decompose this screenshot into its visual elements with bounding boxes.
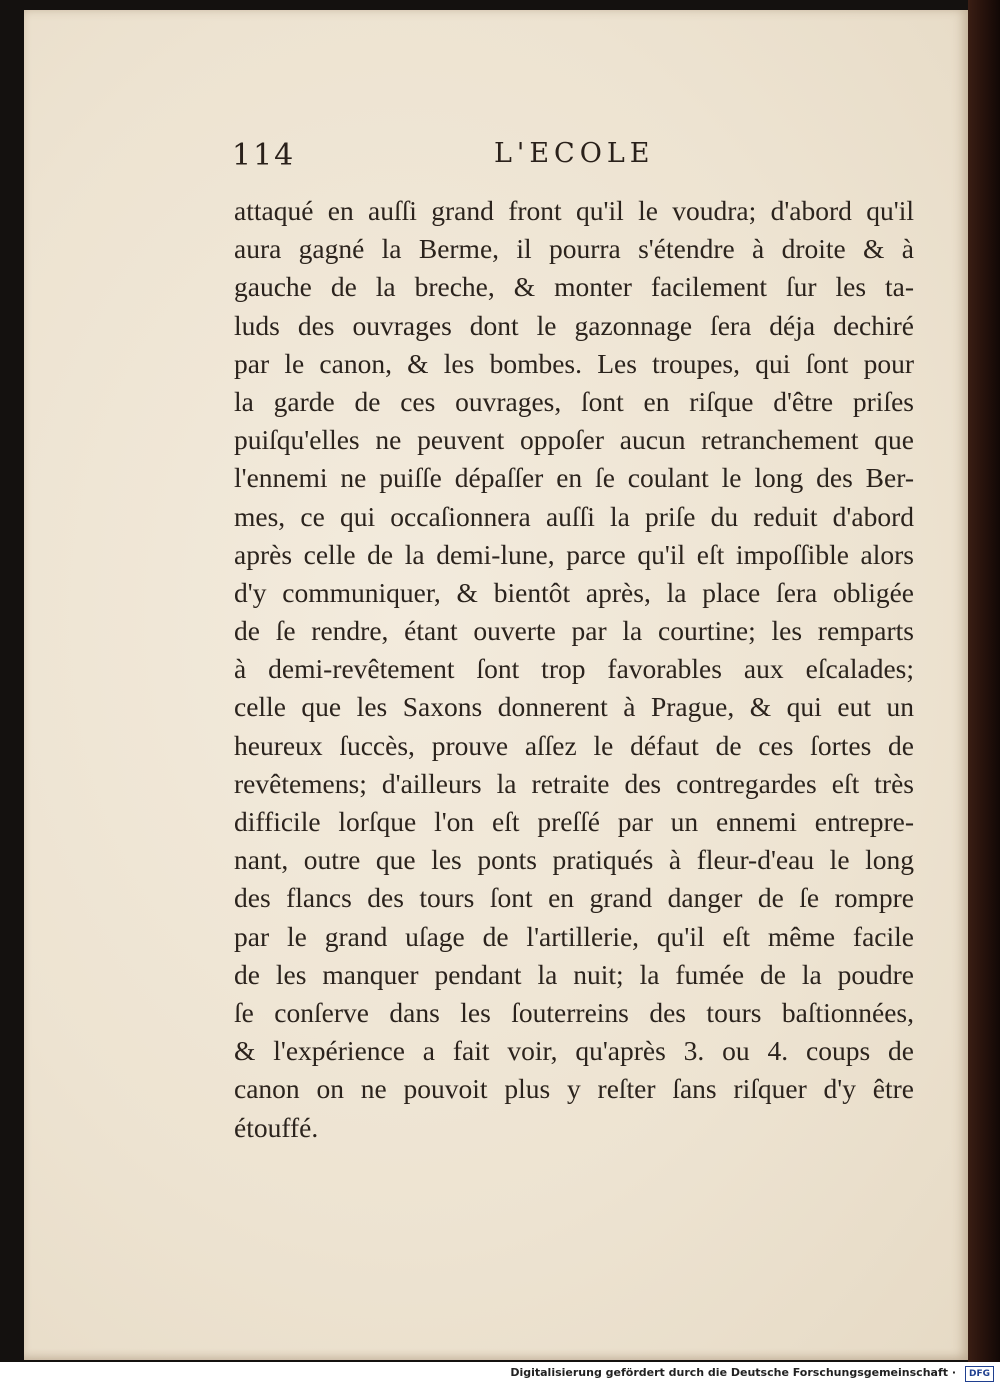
text-line: la garde de ces ouvrages, ſont en riſque d'être priſes <box>234 385 914 417</box>
body-text <box>234 192 914 1147</box>
text-line: puiſqu'elles ne peuvent oppoſer aucun retranchement que <box>234 424 914 456</box>
text-line: par le canon, & les bombes. Les troupes, qui ſont pour <box>234 347 914 379</box>
text-line: attaqué en auſſi grand front qu'il le voudra; d'abord qu'il <box>234 195 914 226</box>
funding-credit: Digitalisierung gefördert durch die Deutsche Forschungsgemeinschaft · <box>510 1366 956 1379</box>
text-line: par le grand uſage de l'artillerie, qu'il eſt même facile <box>234 920 914 952</box>
text-line: d'y communiquer, & bientôt après, la place ſera obligée <box>234 576 914 608</box>
text-line: nant, outre que les ponts pratiqués à fleur-d'eau le long <box>234 844 914 876</box>
text-line: à demi-revêtement ſont trop favorables aux eſcalades; <box>234 653 914 685</box>
text-line: aura gagné la Berme, il pourra s'étendre à droite & à <box>234 233 914 265</box>
text-line: des flancs des tours ſont en grand danger de ſe rompre <box>234 882 914 914</box>
text-line: luds des ouvrages dont le gazonnage ſera déja dechiré <box>234 309 914 341</box>
text-line: gauche de la breche, & monter facilement ſur les ta- <box>234 271 914 303</box>
page-number: 114 <box>232 138 296 173</box>
text-line: revêtemens; d'ailleurs la retraite des contregardes eſt très <box>234 767 914 799</box>
page-header <box>232 138 912 178</box>
text-line: celle que les Saxons donnerent à Prague, & qui eut un <box>234 691 914 723</box>
running-head: L'ECOLE <box>494 138 655 169</box>
footer-bar <box>0 1362 1000 1384</box>
text-line: heureux ſuccès, prouve aſſez le défaut de ces ſortes de <box>234 729 914 761</box>
text-line: ſe conſerve dans les ſouterreins des tours baſtionnées, <box>234 996 914 1028</box>
text-line: après celle de la demi-lune, parce qu'il eſt impoſſible alors <box>234 538 914 570</box>
text-line: de les manquer pendant la nuit; la fumée de la poudre <box>234 958 914 990</box>
text-line: mes, ce qui occaſionnera auſſi la priſe du reduit d'abord <box>234 500 914 532</box>
text-line: l'ennemi ne puiſſe dépaſſer en ſe coulant le long des Ber- <box>234 462 914 494</box>
text-line: étouffé. <box>234 1111 319 1143</box>
text-line: difficile lorſque l'on eſt preſſé par un ennemi entrepre- <box>234 806 914 837</box>
text-line: canon on ne pouvoit plus y reſter ſans riſquer d'y être <box>234 1073 914 1105</box>
text-line: & l'expérience a fait voir, qu'après 3. ou 4. coups de <box>234 1035 914 1067</box>
book-spine-edge <box>968 0 1000 1362</box>
dfg-logo: DFG <box>965 1366 994 1382</box>
text-line: de ſe rendre, étant ouverte par la courtine; les remparts <box>234 615 914 647</box>
